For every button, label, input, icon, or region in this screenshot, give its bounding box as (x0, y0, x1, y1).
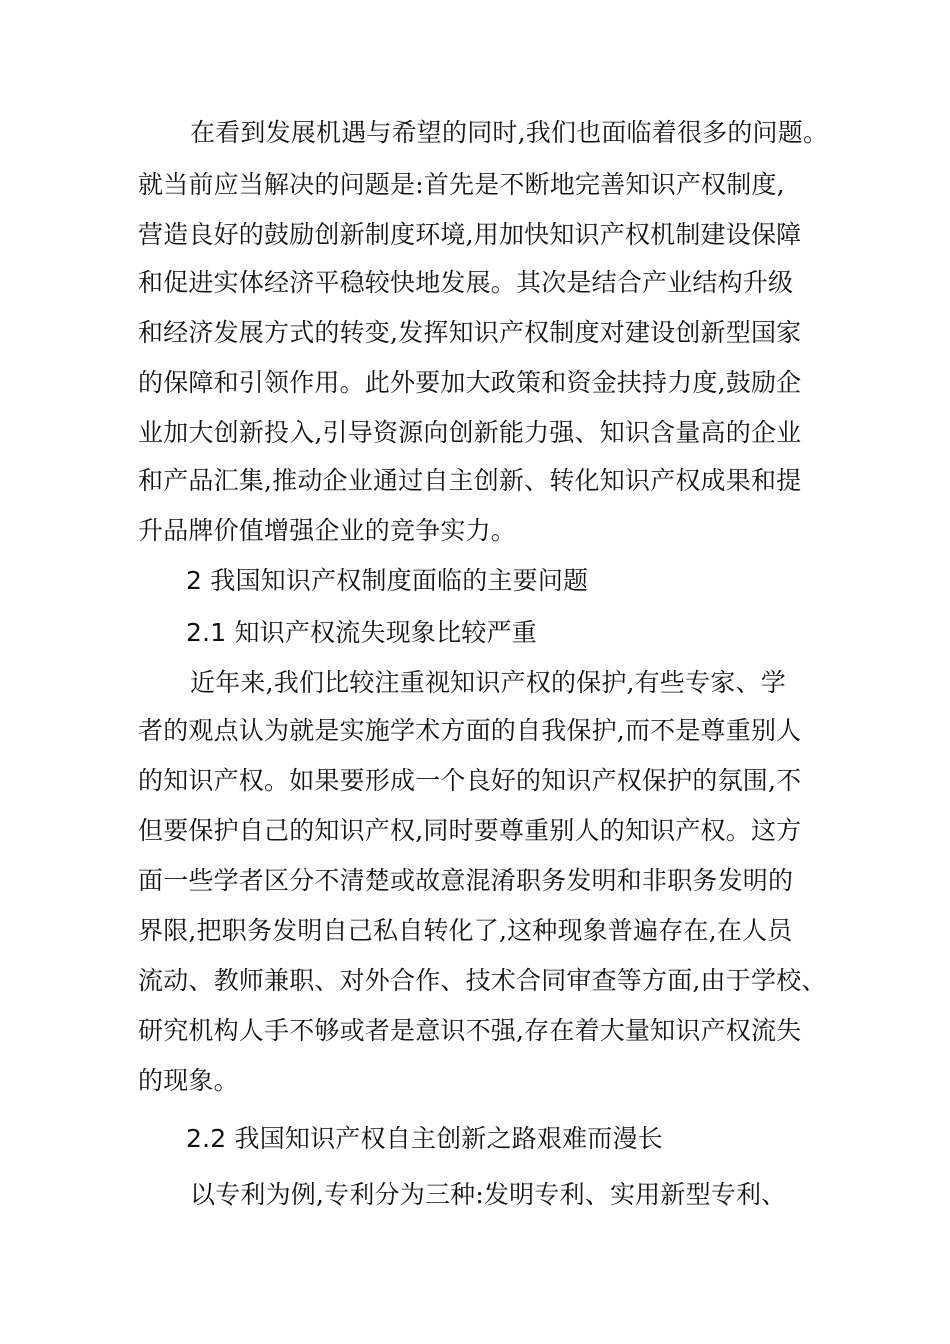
paragraph-2-line-5: 面一些学者区分不清楚或故意混淆职务发明和非职务发明的 (138, 866, 794, 895)
section-heading-2: 2 我国知识产权制度面临的主要问题 (186, 566, 589, 595)
paragraph-2-line-2: 者的观点认为就是实施学术方面的自我保护,而不是尊重别人 (138, 716, 802, 745)
paragraph-2-line-9: 的现象。 (138, 1066, 239, 1095)
section-heading-2-2: 2.2 我国知识产权自主创新之路艰难而漫长 (186, 1124, 663, 1153)
paragraph-1-line-3: 营造良好的鼓励创新制度环境,用加快知识产权机制建设保障 (138, 220, 802, 249)
paragraph-1-line-5: 和经济发展方式的转变,发挥知识产权制度对建设创新型国家 (138, 318, 802, 347)
paragraph-1-line-7: 业加大创新投入,引导资源向创新能力强、知识含量高的企业 (138, 418, 802, 447)
paragraph-2-line-8: 研究机构人手不够或者是意识不强,存在着大量知识产权流失 (138, 1016, 802, 1045)
paragraph-1-line-4: 和促进实体经济平稳较快地发展。其次是结合产业结构升级 (138, 268, 794, 297)
paragraph-2-line-7: 流动、教师兼职、对外合作、技术合同审查等方面,由于学校、 (138, 966, 827, 995)
paragraph-2-line-6: 界限,把职务发明自己私自转化了,这种现象普遍存在,在人员 (138, 916, 793, 945)
paragraph-1-line-6: 的保障和引领作用。此外要加大政策和资金扶持力度,鼓励企 (138, 368, 802, 397)
paragraph-1-line-8: 和产品汇集,推动企业通过自主创新、转化知识产权成果和提 (138, 466, 802, 495)
paragraph-2-line-1: 近年来,我们比较注重视知识产权的保护,有些专家、学 (190, 668, 786, 697)
paragraph-1-line-1: 在看到发展机遇与希望的同时,我们也面临着很多的问题。 (190, 118, 829, 147)
section-heading-2-1: 2.1 知识产权流失现象比较严重 (186, 618, 537, 647)
paragraph-1-line-9: 升品牌价值增强企业的竞争实力。 (138, 516, 517, 545)
paragraph-2-line-4: 但要保护自己的知识产权,同时要尊重别人的知识产权。这方 (138, 816, 802, 845)
paragraph-3-line-1: 以专利为例,专利分为三种:发明专利、实用新型专利、 (190, 1180, 787, 1209)
paragraph-1-line-2: 就当前应当解决的问题是:首先是不断地完善知识产权制度, (138, 170, 785, 199)
paragraph-2-line-3: 的知识产权。如果要形成一个良好的知识产权保护的氛围,不 (138, 766, 802, 795)
